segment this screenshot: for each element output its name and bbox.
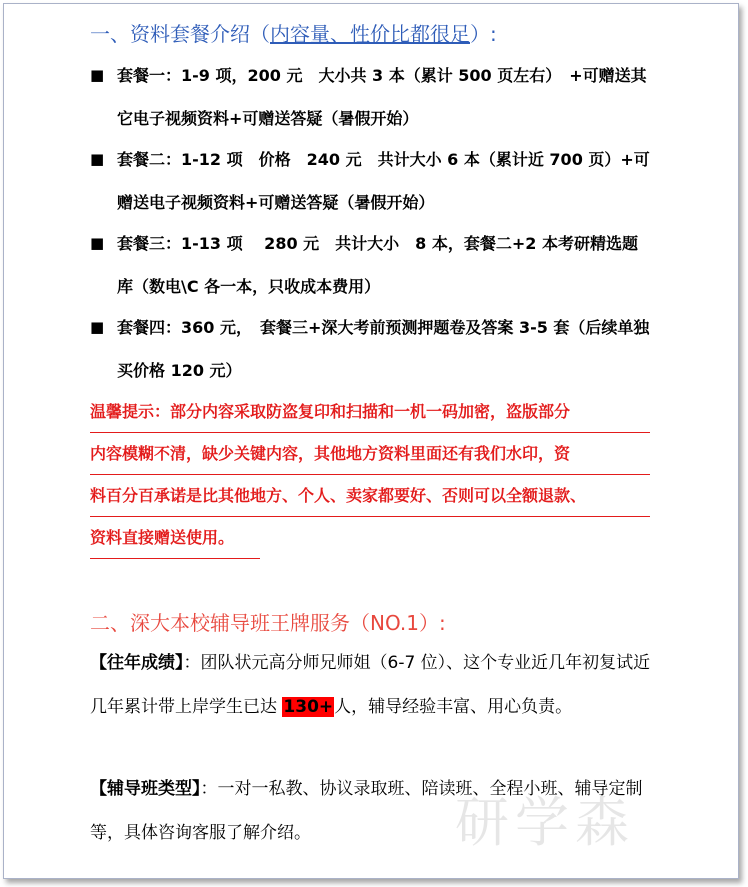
warning-line: 温馨提示：部分内容采取防盗复印和扫描和一机一码加密，盗版部分 — [90, 391, 650, 433]
package-text: 套餐三：1-13 项 280 元 共计大小 8 本，套餐二+2 本考研精选题库（数电\C 各一本，只收成本费用） — [117, 234, 638, 296]
square-bullet-icon: ■ — [90, 150, 105, 168]
package-text: 套餐一：1-9 项，200 元 大小共 3 本（累计 500 页左右） +可赠送其它电子视频资料+可赠送答疑（暑假开始） — [117, 66, 647, 128]
package-item — [90, 306, 650, 392]
class-types-label: 【辅导班类型】 — [90, 779, 201, 799]
square-bullet-icon: ■ — [90, 234, 105, 252]
class-types-paragraph — [90, 767, 655, 855]
achievements-text: ：团队状元高分师兄师姐（6-7 位）、这个专业近几年初复试近几年累计带上岸学生已达 — [90, 653, 651, 717]
warning-line: 料百分百承诺是比其他地方、个人、卖家都要好、否则可以全额退款、 — [90, 475, 650, 517]
warning-notice — [90, 391, 650, 559]
square-bullet-icon: ■ — [90, 66, 105, 84]
achievements-label: 【往年成绩】 — [90, 653, 184, 673]
package-text: 套餐四：360 元， 套餐三+深大考前预测押题卷及答案 3-5 套（后续单独买价格 120 元） — [117, 318, 650, 380]
highlight-count: 130+ — [283, 697, 334, 717]
section-heading-packages — [90, 18, 497, 47]
warning-line: 资料直接赠送使用。 — [90, 517, 260, 559]
achievements-text-end: 人，辅导经验丰富、用心负责。 — [334, 697, 573, 717]
section-heading-tutoring: 二、深大本校辅导班王牌服务（NO.1）: — [90, 611, 446, 635]
square-bullet-icon: ■ — [90, 318, 105, 336]
heading-suffix: ）: — [470, 22, 497, 46]
achievements-paragraph — [90, 641, 655, 729]
watermark: 研学森 — [455, 791, 635, 854]
package-item — [90, 138, 650, 224]
heading-underlined: 内容量、性价比都很足 — [270, 22, 470, 46]
heading-prefix: 一、资料套餐介绍（ — [90, 22, 270, 46]
package-item — [90, 222, 650, 308]
class-types-text: ：一对一私教、协议录取班、陪读班、全程小班、辅导定制等，具体咨询客服了解介绍。 — [90, 779, 643, 843]
package-text: 套餐二：1-12 项 价格 240 元 共计大小 6 本（累计近 700 页）+可赠送电子视频资料+可赠送答疑（暑假开始） — [117, 150, 650, 212]
package-item — [90, 54, 650, 140]
warning-line: 内容模糊不清，缺少关键内容，其他地方资料里面还有我们水印，资 — [90, 433, 650, 475]
